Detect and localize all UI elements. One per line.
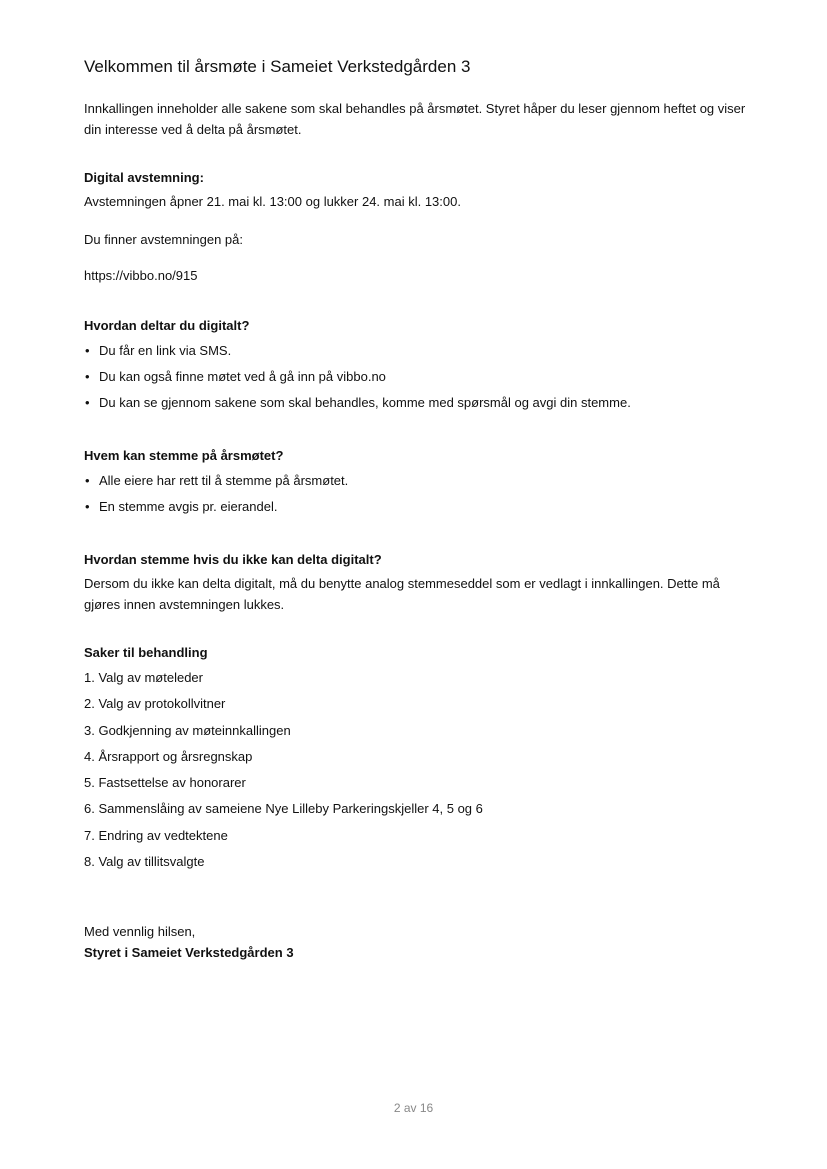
agenda-item: 6. Sammenslåing av sameiene Nye Lilleby Parkeringskjeller 4, 5 og 6 [84, 801, 483, 817]
list-item: • Du kan se gjennom sakene som skal behandles, komme med spørsmål og avgi din stemme. [85, 395, 631, 410]
page-number: 2 av 16 [393, 1101, 434, 1115]
agenda-item: 4. Årsrapport og årsregnskap [84, 748, 253, 764]
page-title: Velkommen til årsmøte i Sameiet Verkstedgården 3 [84, 57, 471, 76]
list-item: • En stemme avgis pr. eierandel. [85, 499, 278, 514]
document-page [84, 0, 754, 1169]
voting-url-text: https://vibbo.no/915 [84, 268, 198, 283]
intro-paragraph: Innkallingen inneholder alle sakene som skal behandles på årsmøtet. Styret håper du leser gjennom heftet og viser din interesse ved å delta på årsmøtet. [84, 101, 746, 137]
list-item: • Du kan også finne møtet ved å gå inn på vibbo.no [85, 369, 386, 384]
agenda-item: 7. Endring av vedtektene [84, 827, 228, 843]
bullet-icon: • [85, 395, 90, 410]
analog-voting-paragraph: Dersom du ikke kan delta digitalt, må du benytte analog stemmeseddel som er vedlagt i innkallingen. Dette må gjøres innen avstemningen lukkes. [84, 576, 720, 612]
agenda-item: 2. Valg av protokollvitner [84, 696, 226, 712]
find-voting-text: Du finner avstemningen på: [84, 232, 243, 247]
how-participate-list [84, 343, 631, 421]
bullet-icon: • [85, 473, 90, 488]
how-participate-heading: Hvordan deltar du digitalt? [84, 318, 250, 333]
voting-schedule-text: Avstemningen åpner 21. mai kl. 13:00 og lukker 24. mai kl. 13:00. [84, 194, 461, 209]
bullet-icon: • [85, 499, 90, 514]
digital-voting-heading: Digital avstemning: [84, 170, 204, 185]
list-item: • Du får en link via SMS. [85, 343, 232, 358]
agenda-item: 5. Fastsettelse av honorarer [84, 775, 246, 791]
bullet-icon: • [85, 343, 90, 358]
agenda-item: 1. Valg av møteleder [84, 670, 203, 685]
agenda-heading: Saker til behandling [84, 645, 208, 660]
closing-signature: Styret i Sameiet Verkstedgården 3 [84, 945, 294, 960]
list-item: • Alle eiere har rett til å stemme på årsmøtet. [85, 473, 349, 488]
closing-greeting: Med vennlig hilsen, [84, 924, 196, 939]
agenda-item: 3. Godkjenning av møteinnkallingen [84, 722, 291, 738]
who-votes-heading: Hvem kan stemme på årsmøtet? [84, 448, 284, 463]
analog-voting-heading: Hvordan stemme hvis du ikke kan delta digitalt? [84, 552, 382, 567]
bullet-icon: • [85, 369, 90, 384]
agenda-list [84, 670, 483, 880]
agenda-item: 8. Valg av tillitsvalgte [84, 854, 205, 870]
who-votes-list [84, 473, 348, 525]
